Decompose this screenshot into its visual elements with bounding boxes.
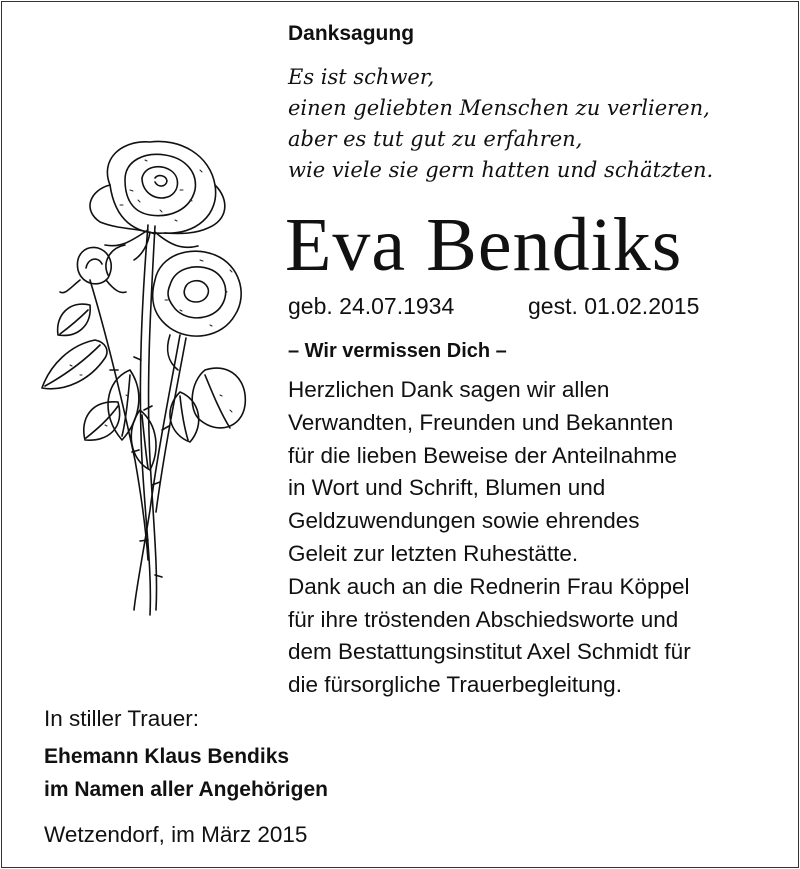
death-date: gest. 01.02.2015: [528, 293, 700, 319]
mourning-intro: In stiller Trauer:: [44, 706, 200, 731]
thanks-line: für die lieben Beweise der Anteilnahme: [288, 442, 677, 468]
rose-icon: [30, 130, 255, 625]
thanks-line: die fürsorgliche Trauerbegleitung.: [288, 672, 622, 698]
thanks-line: dem Bestattungsinstitut Axel Schmidt für: [288, 639, 691, 665]
poem-line: wie viele sie gern hatten und schätzten.: [288, 158, 714, 182]
mourner-line: Ehemann Klaus Bendiks: [44, 745, 290, 768]
place-date: Wetzendorf, im März 2015: [44, 822, 308, 847]
motto: – Wir vermissen Dich –: [288, 340, 507, 362]
thanks-line: Verwandten, Freunden und Bekannten: [288, 409, 674, 435]
poem-line: einen geliebten Menschen zu verlieren,: [288, 96, 710, 120]
mourners: [44, 740, 328, 806]
poem-line: aber es tut gut zu erfahren,: [288, 127, 583, 151]
thanks-text: [288, 374, 691, 702]
mourner-line: im Namen aller Angehörigen: [44, 778, 328, 801]
thanks-line: in Wort und Schrift, Blumen und: [288, 475, 606, 501]
poem: [288, 62, 713, 186]
thanks-line: Geldzuwendungen sowie ehrendes: [288, 508, 640, 534]
thanks-line: Geleit zur letzten Ruhestätte.: [288, 540, 579, 566]
notice-heading: Danksagung: [288, 22, 415, 45]
poem-line: Es ist schwer,: [288, 65, 435, 89]
thanks-line: Herzlichen Dank sagen wir allen: [288, 377, 610, 402]
deceased-name: Eva Bendiks: [285, 203, 683, 287]
birth-date: geb. 24.07.1934: [288, 293, 455, 319]
thanks-line: für ihre tröstenden Abschiedsworte und: [288, 606, 679, 632]
thanks-line: Dank auch an die Rednerin Frau Köppel: [288, 573, 690, 599]
